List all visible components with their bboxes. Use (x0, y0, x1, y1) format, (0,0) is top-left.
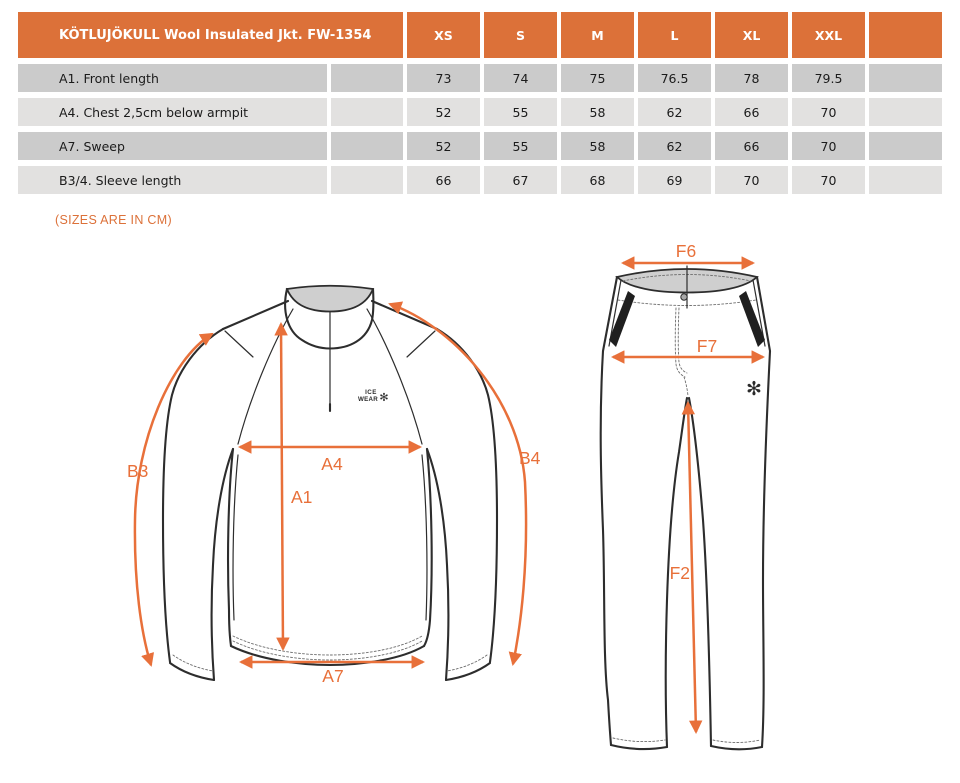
size-value: 69 (638, 166, 711, 194)
size-value: 78 (715, 64, 788, 92)
size-value: 55 (484, 132, 557, 160)
sizes-note: (SIZES ARE IN CM) (55, 213, 172, 227)
arrow-b3 (135, 334, 212, 665)
size-value: 66 (715, 98, 788, 126)
arrow-a1 (281, 324, 283, 649)
size-value: 70 (792, 98, 865, 126)
label-a4: A4 (321, 454, 343, 474)
size-header-s: S (484, 12, 557, 58)
spacer-cell (331, 166, 403, 194)
waist-button (681, 294, 687, 300)
size-value: 76.5 (638, 64, 711, 92)
label-f6: F6 (675, 241, 697, 261)
size-value: 79.5 (792, 64, 865, 92)
pants-measurements (613, 241, 763, 732)
size-value: 70 (715, 166, 788, 194)
collar-inner (287, 286, 373, 312)
pants-drawing (601, 241, 770, 749)
size-header-xxl: XXL (792, 12, 865, 58)
label-b3: B3 (127, 461, 149, 481)
table-row (18, 166, 942, 194)
size-value: 75 (561, 64, 634, 92)
size-value: 52 (407, 132, 480, 160)
size-value: 52 (407, 98, 480, 126)
logo-text-ice: ICE (365, 389, 377, 396)
size-table (14, 6, 946, 200)
size-header-m: M (561, 12, 634, 58)
size-value: 70 (792, 166, 865, 194)
spacer-cell (869, 98, 942, 126)
row-label: A7. Sweep (18, 132, 327, 160)
label-a7: A7 (322, 666, 344, 686)
table-row (18, 132, 942, 160)
size-value: 73 (407, 64, 480, 92)
table-row (18, 64, 942, 92)
spacer-cell (331, 132, 403, 160)
header-spacer-cell (869, 12, 942, 58)
table-row (18, 98, 942, 126)
logo-text-wear: WEAR (357, 396, 379, 403)
row-label: A1. Front length (18, 64, 327, 92)
spacer-cell (331, 98, 403, 126)
size-value: 67 (484, 166, 557, 194)
snowflake-icon: ✻ (379, 391, 389, 404)
table-title: KÖTLUJÖKULL Wool Insulated Jkt. FW-1354 (18, 12, 403, 58)
size-header-xs: XS (407, 12, 480, 58)
size-value: 70 (792, 132, 865, 160)
snowflake-icon: ✻ (746, 378, 762, 400)
spacer-cell (869, 64, 942, 92)
size-value: 74 (484, 64, 557, 92)
size-value: 66 (407, 166, 480, 194)
label-f2: F2 (669, 563, 690, 583)
size-value: 58 (561, 132, 634, 160)
label-a1: A1 (291, 487, 313, 507)
jacket-drawing (127, 286, 541, 686)
arrow-b4 (390, 304, 526, 664)
size-value: 55 (484, 98, 557, 126)
row-label: A4. Chest 2,5cm below armpit (18, 98, 327, 126)
size-value: 66 (715, 132, 788, 160)
spacer-cell (869, 132, 942, 160)
label-b4: B4 (519, 448, 541, 468)
size-header-l: L (638, 12, 711, 58)
size-value: 68 (561, 166, 634, 194)
size-value: 62 (638, 98, 711, 126)
spacer-cell (331, 64, 403, 92)
table-header-row (18, 12, 942, 58)
label-f7: F7 (696, 336, 718, 356)
row-label: B3/4. Sleeve length (18, 166, 327, 194)
spacer-cell (869, 166, 942, 194)
brand-logo (358, 389, 389, 404)
size-value: 62 (638, 132, 711, 160)
size-header-xl: XL (715, 12, 788, 58)
size-value: 58 (561, 98, 634, 126)
